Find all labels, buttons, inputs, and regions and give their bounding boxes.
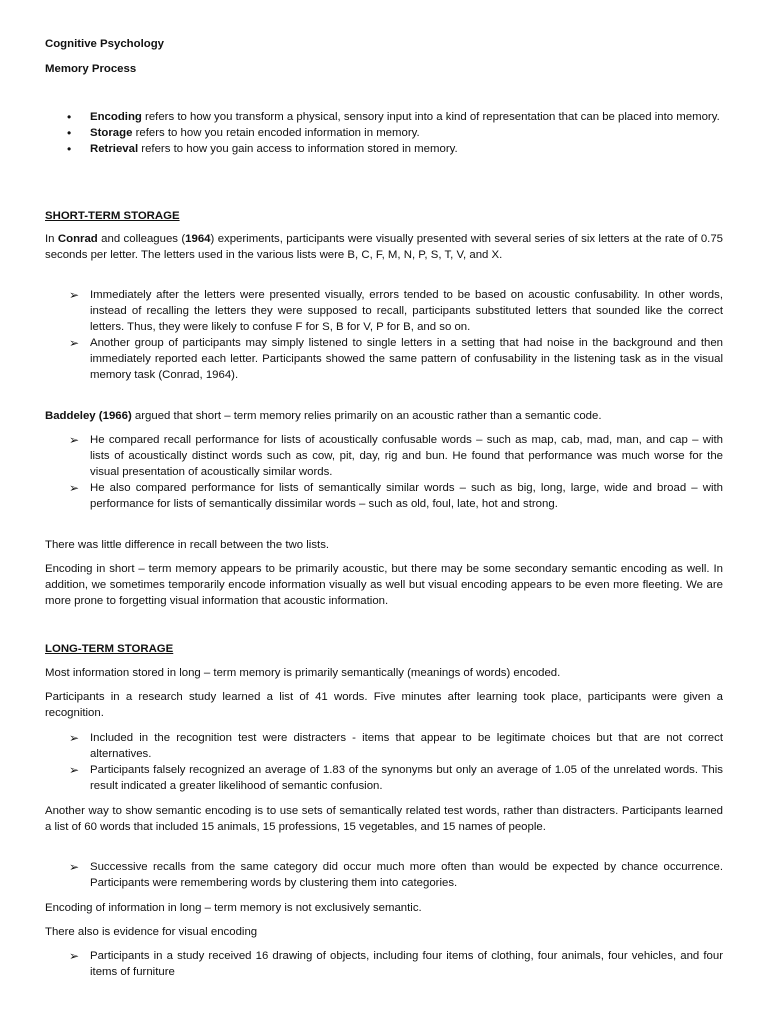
long-term-paragraph-5: There also is evidence for visual encoding [45, 926, 258, 938]
bullet-dot-icon: • [67, 110, 72, 124]
list-item-encoding: • Encoding refers to how you transform a physical, sensory input into a kind of representation that can be placed into memory. [67, 110, 720, 124]
list-item: ➢ Participants falsely recognized an average of 1.83 of the synonyms but only an average of 1.05 of the unrelated words. This result indicated a greater likelihood of semantic confusion. [69, 763, 723, 792]
long-term-paragraph-2: Participants in a research study learned a list of 41 words. Five minutes after learning took place, participants were given a recognition. [45, 691, 723, 719]
baddeley-findings-list [45, 432, 723, 512]
list-item: ➢ Participants in a study received 16 drawing of objects, including four items of clothing, four animals, four vehicles, and four items of furniture [69, 949, 723, 978]
document-title: Cognitive Psychology [45, 38, 164, 50]
term-retrieval: Retrieval [90, 143, 139, 155]
recognition-findings-list [45, 730, 723, 794]
category-findings-list [45, 859, 723, 891]
long-term-paragraph-4: Encoding of information in long – term memory is not exclusively semantic. [45, 902, 422, 914]
list-item-storage: • Storage refers to how you retain encoded information in memory. [67, 126, 420, 140]
arrow-bullet-icon: ➢ [69, 949, 80, 963]
arrow-bullet-icon: ➢ [69, 433, 80, 447]
little-difference-text: There was little difference in recall between the two lists. [45, 539, 330, 551]
visual-encoding-list [45, 948, 723, 980]
list-item: ➢ Successive recalls from the same category did occur much more often than would be expected by chance occurrence. Participants were remembering words by clustering them into categories. [69, 860, 723, 889]
document-subtitle: Memory Process [45, 63, 137, 75]
memory-process-list [45, 109, 723, 157]
short-term-summary: Encoding in short – term memory appears to be primarily acoustic, but there may be some secondary semantic encoding as well. In addition, we sometimes temporarily encode information visually as well but visual encoding appears to be even more fleeting. We are more prone to forgetting visual information that acoustic information. [45, 563, 723, 607]
bullet-dot-icon: • [67, 126, 72, 140]
arrow-bullet-icon: ➢ [69, 860, 80, 874]
bullet-dot-icon: • [67, 142, 72, 156]
long-term-paragraph-3: Another way to show semantic encoding is to use sets of semantically related test words, rather than distracters. Participants learned a list of 60 words that included 15 animals, 15 professions, 15 vegetables, and 15 names of people. [45, 805, 723, 833]
list-item: ➢ Another group of participants may simply listened to single letters in a setting that had noise in the background and then immediately reported each letter. Participants showed the same pattern of confusability in the listening task as in the visual memory task (Conrad, 1964). [69, 336, 723, 381]
long-term-paragraph-1: Most information stored in long – term memory is primarily semantically (meanings of words) encoded. [45, 667, 561, 679]
arrow-bullet-icon: ➢ [69, 288, 80, 302]
conrad-findings-list [45, 287, 723, 383]
list-item: ➢ Included in the recognition test were distracters - items that appear to be legitimate choices but that are not correct alternatives. [69, 731, 723, 760]
list-item-retrieval: • Retrieval refers to how you gain access to information stored in memory. [67, 142, 458, 156]
arrow-bullet-icon: ➢ [69, 763, 80, 777]
long-term-heading: LONG-TERM STORAGE [45, 643, 174, 655]
arrow-bullet-icon: ➢ [69, 481, 80, 495]
term-storage: Storage [90, 127, 133, 139]
conrad-paragraph: In Conrad and colleagues (1964) experiments, participants were visually presented with several series of six letters at the rate of 0.75 seconds per letter. The letters used in the various lists were B, C, F, M, N, P, S, T, V, and X. [45, 233, 723, 261]
list-item: ➢ He also compared performance for lists of semantically similar words – such as big, long, large, wide and broad – with performance for lists of semantically dissimilar words – such as old, foul, late, hot and strong. [69, 481, 723, 510]
baddeley-paragraph: Baddeley (1966) argued that short – term memory relies primarily on an acoustic rather than a semantic code. [45, 410, 602, 422]
short-term-heading: SHORT-TERM STORAGE [45, 210, 180, 222]
arrow-bullet-icon: ➢ [69, 336, 80, 350]
arrow-bullet-icon: ➢ [69, 731, 80, 745]
list-item: ➢ Immediately after the letters were presented visually, errors tended to be based on acoustic confusability. In other words, instead of recalling the letters they were supposed to recall, participants substituted letters that sounded like the correct letters. Thus, they were likely to confuse F for S, B for V, P for B, and so on. [69, 288, 723, 333]
term-encoding: Encoding [90, 111, 142, 123]
list-item: ➢ He compared recall performance for lists of acoustically confusable words – such as map, cab, mad, man, and cap – with lists of acoustically distinct words such as cow, pit, day, rig and bun. He found that performance was much worse for the visual presentation of acoustically similar words. [69, 433, 723, 478]
